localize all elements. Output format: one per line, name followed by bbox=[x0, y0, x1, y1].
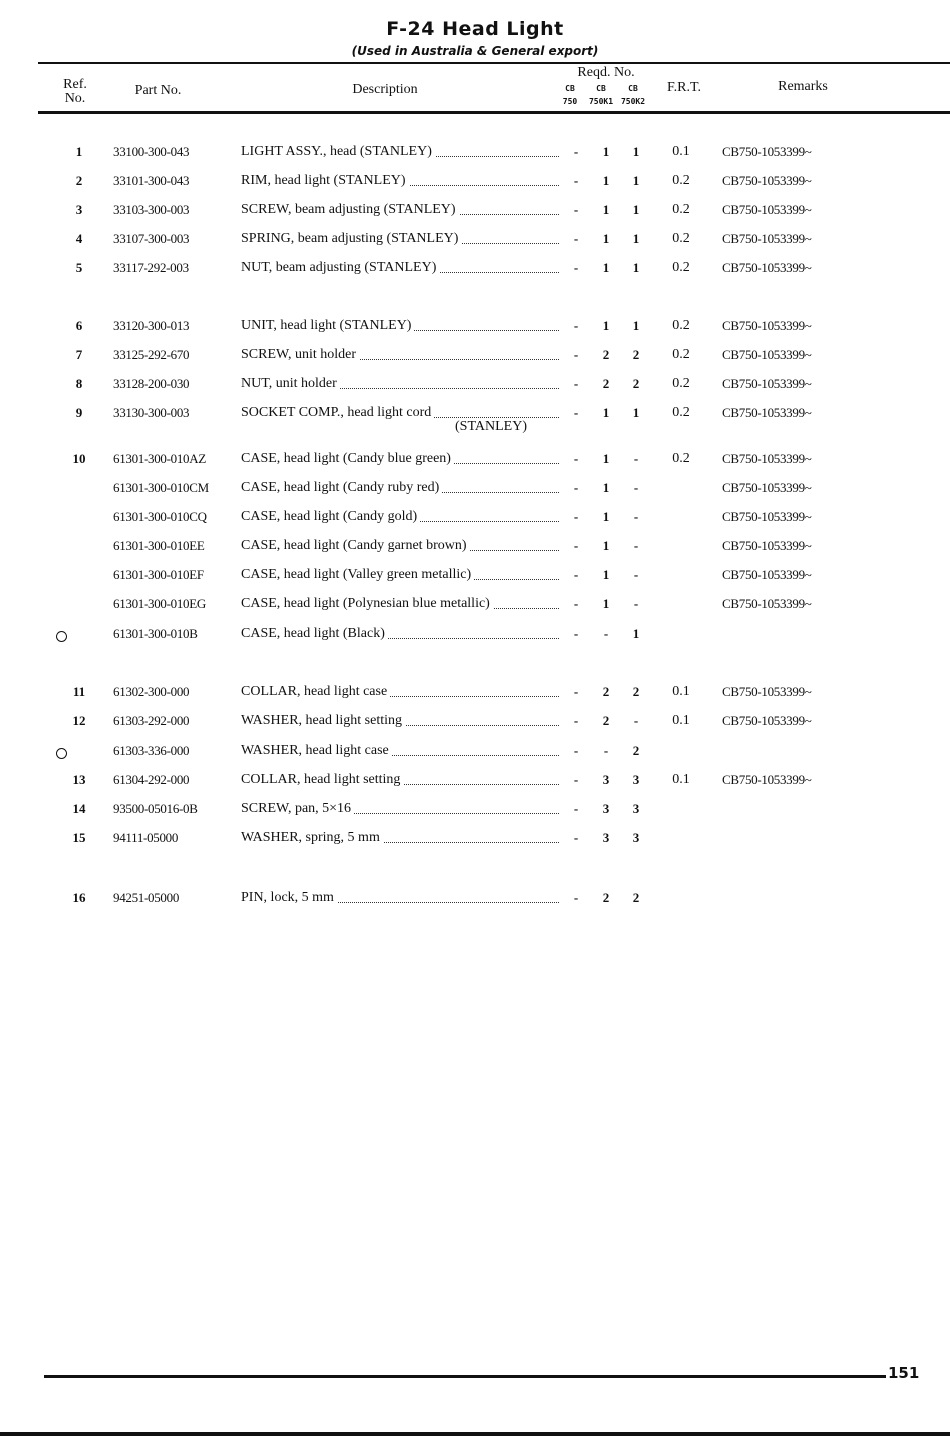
description-continuation: (STANLEY) bbox=[455, 419, 527, 434]
qty-cb750k1: 1 bbox=[602, 567, 610, 582]
part-number: 33117-292-003 bbox=[113, 260, 189, 275]
qty-cb750: - bbox=[573, 509, 579, 524]
qty-cb750k2: 2 bbox=[632, 684, 640, 699]
description-text: CASE, head light (Candy garnet brown) bbox=[241, 538, 470, 553]
qty-cb750: - bbox=[573, 347, 579, 362]
description-text: SCREW, pan, 5×16 bbox=[241, 801, 354, 816]
frt-value: 0.2 bbox=[672, 376, 690, 391]
part-number: 33128-200-030 bbox=[113, 376, 190, 391]
header-reqd-no: Reqd. No. bbox=[577, 65, 635, 80]
frt-value: 0.2 bbox=[672, 347, 690, 362]
part-number: 93500-05016-0B bbox=[113, 801, 198, 816]
header-ref-line1: Ref. bbox=[63, 77, 87, 92]
part-number: 61301-300-010AZ bbox=[113, 451, 206, 466]
part-number: 61302-300-000 bbox=[113, 684, 190, 699]
qty-cb750k2: - bbox=[633, 596, 639, 611]
ref-number: 1 bbox=[75, 144, 83, 159]
qty-cb750k1: 1 bbox=[602, 144, 610, 159]
part-number: 33130-300-003 bbox=[113, 405, 190, 420]
qty-cb750: - bbox=[573, 713, 579, 728]
qty-cb750k1: 3 bbox=[602, 801, 610, 816]
frt-value: 0.2 bbox=[672, 231, 690, 246]
circle-marker-icon bbox=[56, 631, 67, 642]
qty-cb750k1: 1 bbox=[602, 509, 610, 524]
qty-cb750: - bbox=[573, 626, 579, 641]
description-text: SCREW, beam adjusting (STANLEY) bbox=[241, 202, 459, 217]
qty-cb750k1: - bbox=[603, 626, 609, 641]
remarks-value: CB750-1053399~ bbox=[722, 567, 812, 582]
qty-cb750k2: 3 bbox=[632, 801, 640, 816]
qty-cb750: - bbox=[573, 318, 579, 333]
part-description bbox=[241, 347, 559, 363]
remarks-value: CB750-1053399~ bbox=[722, 772, 812, 787]
header-part-no: Part No. bbox=[134, 83, 182, 98]
ref-number: 7 bbox=[75, 347, 83, 362]
qty-cb750k2: 1 bbox=[632, 173, 640, 188]
remarks-value: CB750-1053399~ bbox=[722, 713, 812, 728]
part-description bbox=[241, 231, 559, 247]
ref-number: 15 bbox=[72, 830, 86, 845]
remarks-value: CB750-1053399~ bbox=[722, 260, 812, 275]
qty-cb750k1: 2 bbox=[602, 713, 610, 728]
description-text: CASE, head light (Candy gold) bbox=[241, 509, 420, 524]
description-text: NUT, beam adjusting (STANLEY) bbox=[241, 260, 439, 275]
part-number: 33103-300-003 bbox=[113, 202, 190, 217]
qty-cb750: - bbox=[573, 231, 579, 246]
qty-cb750k1: 1 bbox=[602, 318, 610, 333]
part-description bbox=[241, 830, 559, 846]
description-text: WASHER, head light setting bbox=[241, 713, 405, 728]
header-remarks: Remarks bbox=[778, 79, 828, 94]
header-model-top-3: CB bbox=[628, 84, 638, 93]
qty-cb750k1: 1 bbox=[602, 451, 610, 466]
description-text: NUT, unit holder bbox=[241, 376, 340, 391]
qty-cb750k2: 2 bbox=[632, 376, 640, 391]
frt-value: 0.2 bbox=[672, 173, 690, 188]
part-number: 61301-300-010EF bbox=[113, 567, 204, 582]
qty-cb750k1: 1 bbox=[602, 173, 610, 188]
ref-number: 13 bbox=[72, 772, 86, 787]
qty-cb750: - bbox=[573, 480, 579, 495]
part-description bbox=[241, 480, 559, 496]
qty-cb750: - bbox=[573, 890, 579, 905]
part-number: 94111-05000 bbox=[113, 830, 179, 845]
frt-value: 0.1 bbox=[672, 772, 690, 787]
qty-cb750k2: 1 bbox=[632, 231, 640, 246]
ref-number: 3 bbox=[75, 202, 83, 217]
qty-cb750: - bbox=[573, 202, 579, 217]
qty-cb750k2: - bbox=[633, 509, 639, 524]
description-text: CASE, head light (Candy blue green) bbox=[241, 451, 454, 466]
qty-cb750: - bbox=[573, 538, 579, 553]
footer-rule bbox=[44, 1375, 886, 1378]
qty-cb750k2: 1 bbox=[632, 405, 640, 420]
part-description bbox=[241, 801, 559, 817]
qty-cb750: - bbox=[573, 405, 579, 420]
qty-cb750: - bbox=[573, 173, 579, 188]
qty-cb750k1: 2 bbox=[602, 684, 610, 699]
ref-number: 2 bbox=[75, 173, 83, 188]
qty-cb750k1: 3 bbox=[602, 772, 610, 787]
description-text: CASE, head light (Candy ruby red) bbox=[241, 480, 442, 495]
qty-cb750k1: 1 bbox=[602, 405, 610, 420]
qty-cb750k2: 1 bbox=[632, 318, 640, 333]
ref-number: 8 bbox=[75, 376, 83, 391]
remarks-value: CB750-1053399~ bbox=[722, 202, 812, 217]
qty-cb750: - bbox=[573, 830, 579, 845]
part-number: 94251-05000 bbox=[113, 890, 180, 905]
qty-cb750k2: 1 bbox=[632, 202, 640, 217]
part-description bbox=[241, 509, 559, 525]
frt-value: 0.2 bbox=[672, 451, 690, 466]
part-description bbox=[241, 743, 559, 759]
description-text: UNIT, head light (STANLEY) bbox=[241, 318, 414, 333]
description-text: LIGHT ASSY., head (STANLEY) bbox=[241, 144, 435, 159]
ref-number: 6 bbox=[75, 318, 83, 333]
header-model-top-1: CB bbox=[565, 84, 575, 93]
qty-cb750: - bbox=[573, 567, 579, 582]
part-number: 61301-300-010CQ bbox=[113, 509, 207, 524]
qty-cb750: - bbox=[573, 801, 579, 816]
ref-number: 16 bbox=[72, 890, 86, 905]
frt-value: 0.1 bbox=[672, 684, 690, 699]
qty-cb750k1: 1 bbox=[602, 260, 610, 275]
part-description bbox=[241, 626, 559, 642]
frt-value: 0.1 bbox=[672, 144, 690, 159]
qty-cb750k2: 2 bbox=[632, 743, 640, 758]
remarks-value: CB750-1053399~ bbox=[722, 538, 812, 553]
part-number: 61301-300-010EE bbox=[113, 538, 205, 553]
qty-cb750k1: 1 bbox=[602, 596, 610, 611]
qty-cb750k2: 1 bbox=[632, 626, 640, 641]
header-frt: F.R.T. bbox=[666, 80, 701, 95]
remarks-value: CB750-1053399~ bbox=[722, 405, 812, 420]
remarks-value: CB750-1053399~ bbox=[722, 596, 812, 611]
description-text: WASHER, spring, 5 mm bbox=[241, 830, 383, 845]
part-description bbox=[241, 772, 559, 788]
remarks-value: CB750-1053399~ bbox=[722, 509, 812, 524]
header-model-top-2: CB bbox=[596, 84, 606, 93]
page-subtitle: (Used in Australia & General export) bbox=[351, 44, 599, 58]
part-number: 33100-300-043 bbox=[113, 144, 190, 159]
qty-cb750k2: 2 bbox=[632, 890, 640, 905]
ref-number: 10 bbox=[72, 451, 86, 466]
part-number: 61301-300-010CM bbox=[113, 480, 209, 495]
part-description bbox=[241, 538, 559, 554]
qty-cb750: - bbox=[573, 772, 579, 787]
qty-cb750k2: 1 bbox=[632, 144, 640, 159]
ref-number: 14 bbox=[72, 801, 86, 816]
ref-number: 11 bbox=[72, 684, 86, 699]
part-number: 61304-292-000 bbox=[113, 772, 190, 787]
page-title: F-24 Head Light bbox=[386, 18, 564, 40]
ref-number: 4 bbox=[75, 231, 83, 246]
remarks-value: CB750-1053399~ bbox=[722, 318, 812, 333]
header-top-rule bbox=[38, 62, 950, 64]
description-text: SCREW, unit holder bbox=[241, 347, 359, 362]
remarks-value: CB750-1053399~ bbox=[722, 376, 812, 391]
page-bottom-edge bbox=[0, 1432, 950, 1436]
description-text: CASE, head light (Black) bbox=[241, 626, 388, 641]
remarks-value: CB750-1053399~ bbox=[722, 173, 812, 188]
remarks-value: CB750-1053399~ bbox=[722, 347, 812, 362]
header-model-bottom-3: 750K2 bbox=[620, 97, 646, 106]
part-number: 33107-300-003 bbox=[113, 231, 190, 246]
qty-cb750: - bbox=[573, 743, 579, 758]
part-description bbox=[241, 567, 559, 583]
qty-cb750: - bbox=[573, 451, 579, 466]
qty-cb750k1: - bbox=[603, 743, 609, 758]
part-description bbox=[241, 144, 559, 160]
description-text: WASHER, head light case bbox=[241, 743, 392, 758]
remarks-value: CB750-1053399~ bbox=[722, 684, 812, 699]
header-bottom-rule bbox=[38, 111, 950, 114]
qty-cb750k2: - bbox=[633, 451, 639, 466]
remarks-value: CB750-1053399~ bbox=[722, 231, 812, 246]
qty-cb750k1: 3 bbox=[602, 830, 610, 845]
qty-cb750k2: - bbox=[633, 538, 639, 553]
frt-value: 0.2 bbox=[672, 202, 690, 217]
frt-value: 0.2 bbox=[672, 260, 690, 275]
qty-cb750k1: 1 bbox=[602, 480, 610, 495]
description-text: CASE, head light (Valley green metallic) bbox=[241, 567, 474, 582]
part-number: 61303-292-000 bbox=[113, 713, 190, 728]
qty-cb750: - bbox=[573, 684, 579, 699]
part-description bbox=[241, 173, 559, 189]
description-text: COLLAR, head light case bbox=[241, 684, 390, 699]
header-description: Description bbox=[352, 82, 418, 97]
qty-cb750k1: 2 bbox=[602, 376, 610, 391]
qty-cb750k2: - bbox=[633, 567, 639, 582]
part-number: 33125-292-670 bbox=[113, 347, 190, 362]
frt-value: 0.1 bbox=[672, 713, 690, 728]
part-description bbox=[241, 376, 559, 392]
part-number: 61301-300-010B bbox=[113, 626, 198, 641]
part-description bbox=[241, 684, 559, 700]
description-text: SPRING, beam adjusting (STANLEY) bbox=[241, 231, 461, 246]
ref-number: 12 bbox=[72, 713, 86, 728]
part-description bbox=[241, 318, 559, 334]
description-text: PIN, lock, 5 mm bbox=[241, 890, 337, 905]
circle-marker-icon bbox=[56, 748, 67, 759]
ref-number: 9 bbox=[75, 405, 83, 420]
part-description bbox=[241, 260, 559, 276]
part-description bbox=[241, 596, 559, 612]
part-description bbox=[241, 713, 559, 729]
qty-cb750k2: 3 bbox=[632, 772, 640, 787]
qty-cb750: - bbox=[573, 596, 579, 611]
description-text: CASE, head light (Polynesian blue metallic) bbox=[241, 596, 493, 611]
qty-cb750k1: 1 bbox=[602, 202, 610, 217]
header-model-bottom-2: 750K1 bbox=[588, 97, 614, 106]
qty-cb750k2: 2 bbox=[632, 347, 640, 362]
frt-value: 0.2 bbox=[672, 318, 690, 333]
qty-cb750k2: - bbox=[633, 480, 639, 495]
qty-cb750: - bbox=[573, 376, 579, 391]
qty-cb750k2: - bbox=[633, 713, 639, 728]
qty-cb750k2: 1 bbox=[632, 260, 640, 275]
part-number: 33101-300-043 bbox=[113, 173, 190, 188]
qty-cb750k1: 2 bbox=[602, 347, 610, 362]
remarks-value: CB750-1053399~ bbox=[722, 480, 812, 495]
part-number: 61301-300-010EG bbox=[113, 596, 206, 611]
qty-cb750k1: 2 bbox=[602, 890, 610, 905]
part-description bbox=[241, 451, 559, 467]
part-description bbox=[241, 202, 559, 218]
qty-cb750k1: 1 bbox=[602, 538, 610, 553]
description-text: RIM, head light (STANLEY) bbox=[241, 173, 409, 188]
remarks-value: CB750-1053399~ bbox=[722, 144, 812, 159]
qty-cb750k2: 3 bbox=[632, 830, 640, 845]
qty-cb750k1: 1 bbox=[602, 231, 610, 246]
ref-number: 5 bbox=[75, 260, 83, 275]
part-description bbox=[241, 890, 559, 906]
frt-value: 0.2 bbox=[672, 405, 690, 420]
qty-cb750: - bbox=[573, 144, 579, 159]
part-number: 61303-336-000 bbox=[113, 743, 190, 758]
description-text: SOCKET COMP., head light cord bbox=[241, 405, 434, 420]
header-model-bottom-1: 750 bbox=[562, 97, 578, 106]
qty-cb750: - bbox=[573, 260, 579, 275]
page-number: 151 bbox=[888, 1364, 920, 1382]
description-text: COLLAR, head light setting bbox=[241, 772, 403, 787]
remarks-value: CB750-1053399~ bbox=[722, 451, 812, 466]
header-ref-line2: No. bbox=[64, 91, 86, 106]
part-number: 33120-300-013 bbox=[113, 318, 190, 333]
